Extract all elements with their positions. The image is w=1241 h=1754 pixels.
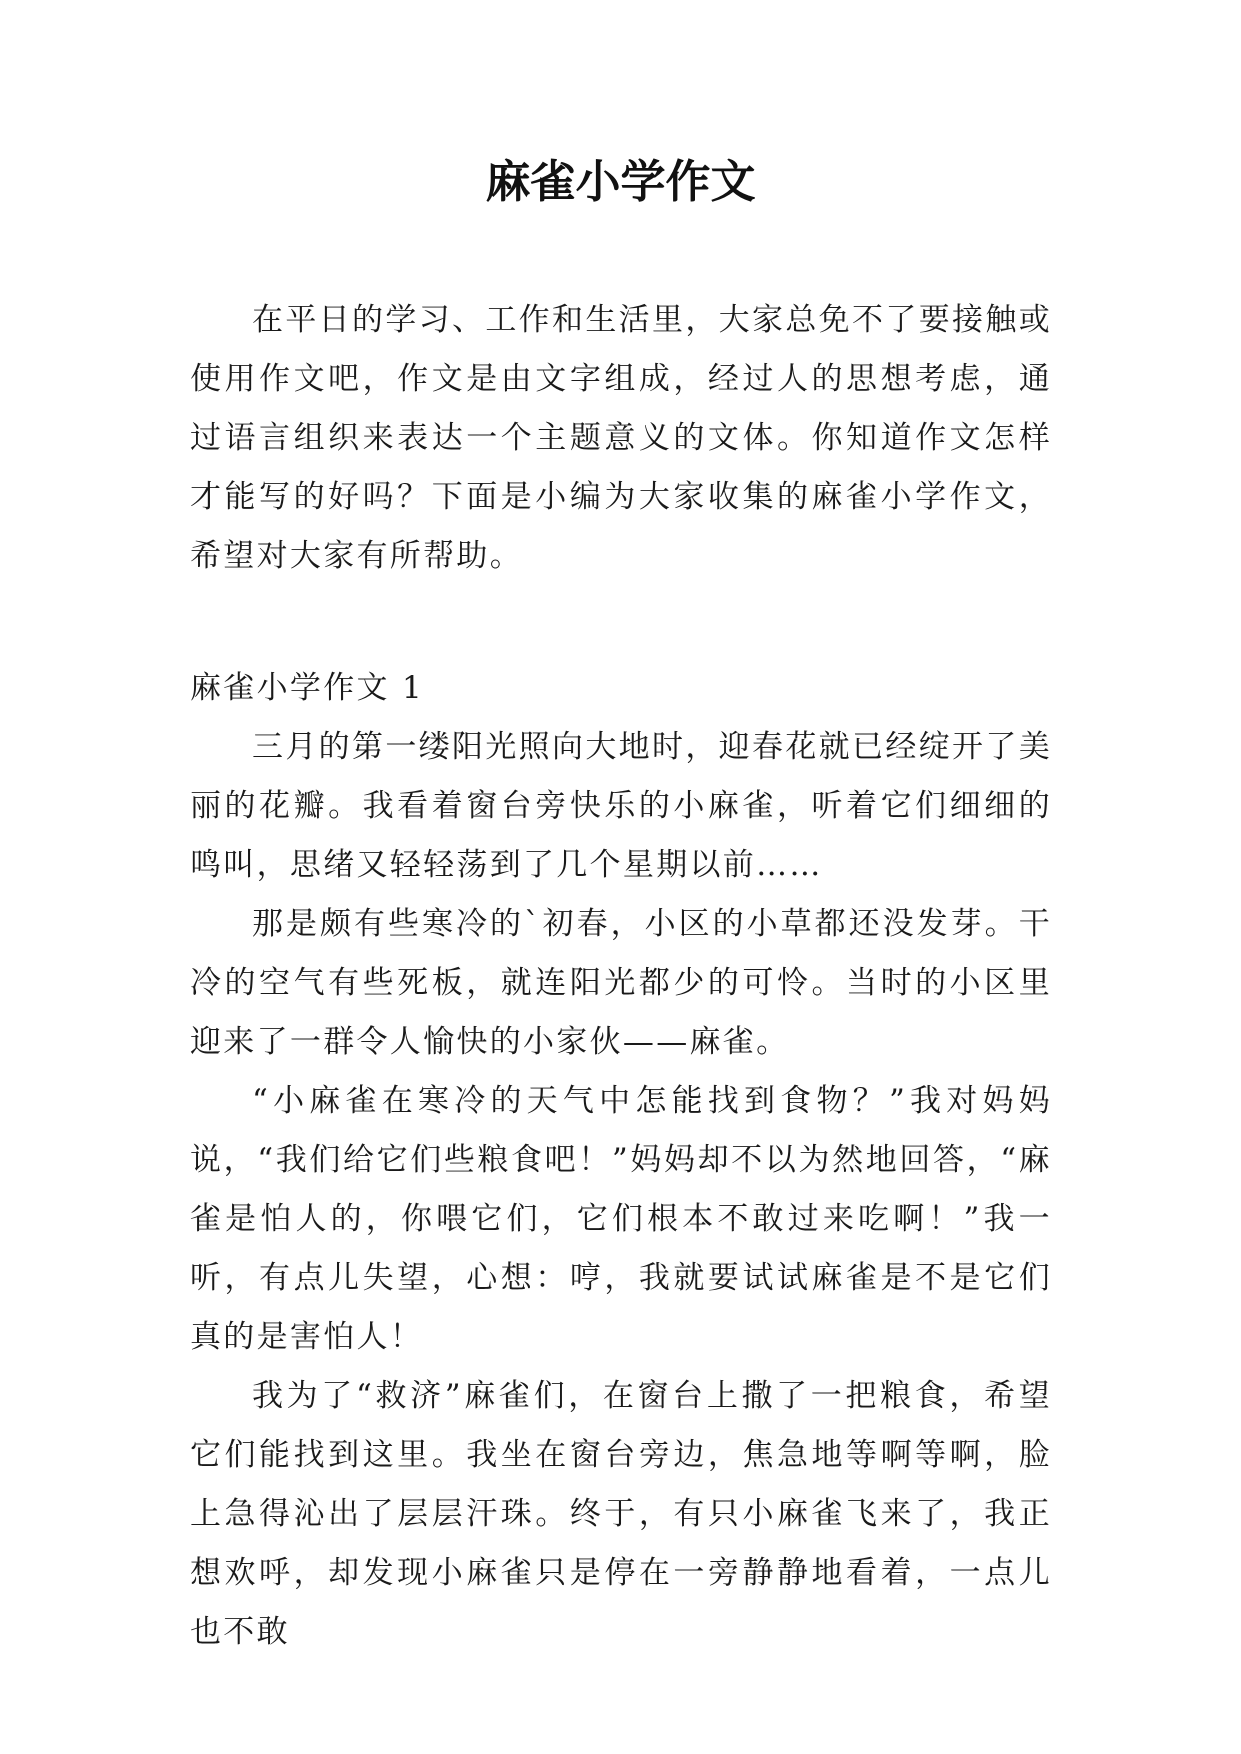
body-paragraph: 我为了“救济”麻雀们，在窗台上撒了一把粮食，希望它们能找到这里。我坐在窗台旁边，焦急地等啊等啊，脸上急得沁出了层层汗珠。终于，有只小麻雀飞来了，我正想欢呼，却发现小麻雀只是停在一旁静静地看着，一点儿也不敢 xyxy=(190,1378,1052,1650)
intro-paragraph: 在平日的学习、工作和生活里，大家总免不了要接触或使用作文吧，作文是由文字组成，经过人的思想考虑，通过语言组织来表达一个主题意义的文体。你知道作文怎样才能写的好吗？下面是小编为大家收集的麻雀小学作文，希望对大家有所帮助。 xyxy=(190,302,1052,574)
body-paragraph: 三月的第一缕阳光照向大地时，迎春花就已经绽开了美丽的花瓣。我看着窗台旁快乐的小麻雀，听着它们细细的鸣叫，思绪又轻轻荡到了几个星期以前…… xyxy=(190,729,1052,883)
section-heading: 麻雀小学作文 1 xyxy=(190,670,424,706)
paragraph-spacer xyxy=(190,586,1052,645)
body-paragraph: “小麻雀在寒冷的天气中怎能找到食物？”我对妈妈说，“我们给它们些粮食吧！”妈妈却不以为然地回答，“麻雀是怕人的，你喂它们，它们根本不敢过来吃啊！”我一听，有点儿失望，心想：哼，我就要试试麻雀是不是它们真的是害怕人！ xyxy=(190,1083,1052,1355)
document-title: 麻雀小学作文 xyxy=(485,155,756,208)
document-body xyxy=(190,291,1052,1662)
body-paragraph: 那是颇有些寒冷的`初春，小区的小草都还没发芽。干冷的空气有些死板，就连阳光都少的可怜。当时的小区里迎来了一群令人愉快的小家伙——麻雀。 xyxy=(190,906,1052,1060)
